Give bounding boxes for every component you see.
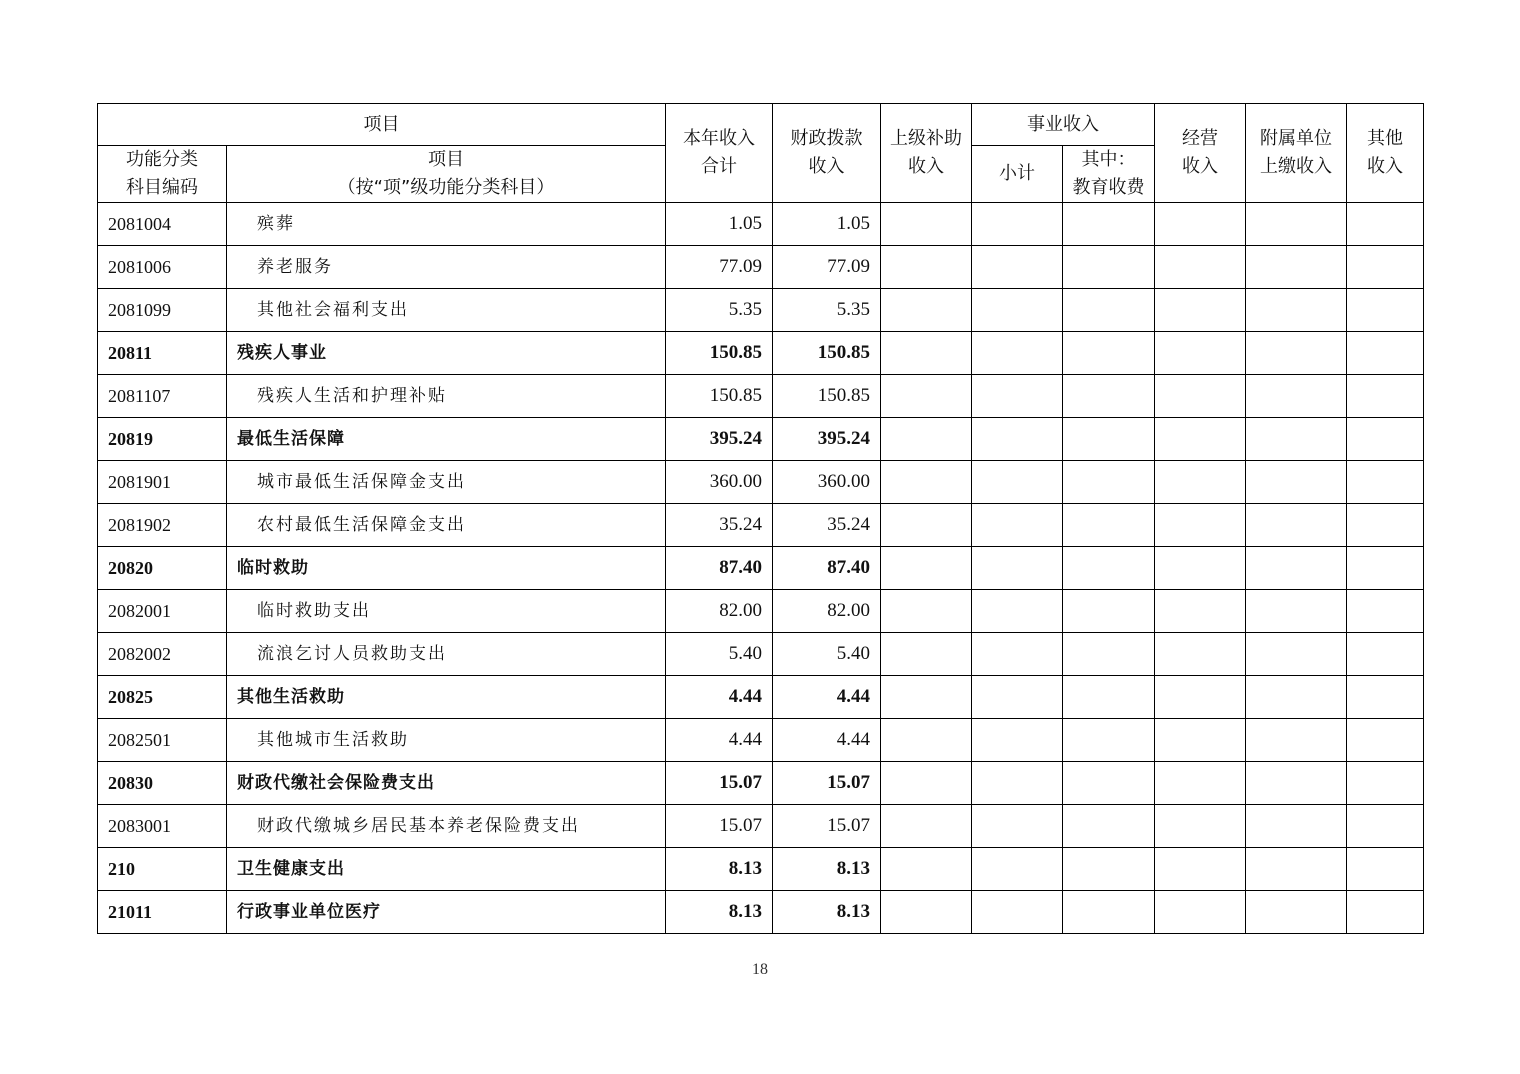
row-superior-subsidy: [881, 246, 972, 289]
row-code: 20830: [98, 762, 227, 805]
row-edu-fee: [1063, 590, 1155, 633]
row-fiscal-income: 8.13: [773, 891, 881, 934]
row-name: 其他城市生活救助: [227, 719, 666, 762]
row-fiscal-income: 4.44: [773, 676, 881, 719]
row-affiliated: [1246, 461, 1347, 504]
income-budget-table: [97, 103, 1424, 934]
row-operating: [1155, 848, 1246, 891]
row-operating: [1155, 289, 1246, 332]
row-affiliated: [1246, 891, 1347, 934]
table-row: [98, 461, 1424, 504]
row-affiliated: [1246, 676, 1347, 719]
page-number: 18: [752, 961, 768, 978]
row-superior-subsidy: [881, 805, 972, 848]
row-name: 临时救助: [227, 547, 666, 590]
row-subtotal: [972, 203, 1063, 246]
table-body: [98, 203, 1424, 934]
row-name: 城市最低生活保障金支出: [227, 461, 666, 504]
table-row: [98, 332, 1424, 375]
table-row: [98, 504, 1424, 547]
row-name: 其他社会福利支出: [227, 289, 666, 332]
row-subtotal: [972, 762, 1063, 805]
row-operating: [1155, 203, 1246, 246]
row-edu-fee: [1063, 719, 1155, 762]
row-superior-subsidy: [881, 203, 972, 246]
header-business-income: 事业收入: [972, 104, 1155, 146]
row-name: 财政代缴社会保险费支出: [227, 762, 666, 805]
row-fiscal-income: 82.00: [773, 590, 881, 633]
row-name: 养老服务: [227, 246, 666, 289]
row-name: 殡葬: [227, 203, 666, 246]
row-superior-subsidy: [881, 891, 972, 934]
row-total-income: 8.13: [666, 891, 773, 934]
row-code: 2083001: [98, 805, 227, 848]
row-superior-subsidy: [881, 418, 972, 461]
row-operating: [1155, 891, 1246, 934]
row-fiscal-income: 4.44: [773, 719, 881, 762]
row-other: [1347, 504, 1424, 547]
row-total-income: 15.07: [666, 805, 773, 848]
row-edu-fee: [1063, 461, 1155, 504]
row-edu-fee: [1063, 203, 1155, 246]
row-code: 2082001: [98, 590, 227, 633]
row-subtotal: [972, 504, 1063, 547]
row-code: 20811: [98, 332, 227, 375]
row-total-income: 150.85: [666, 332, 773, 375]
row-other: [1347, 719, 1424, 762]
row-total-income: 1.05: [666, 203, 773, 246]
row-subtotal: [972, 418, 1063, 461]
row-affiliated: [1246, 332, 1347, 375]
row-affiliated: [1246, 848, 1347, 891]
table-row: [98, 289, 1424, 332]
row-superior-subsidy: [881, 762, 972, 805]
row-subtotal: [972, 891, 1063, 934]
row-edu-fee: [1063, 891, 1155, 934]
row-total-income: 82.00: [666, 590, 773, 633]
row-fiscal-income: 8.13: [773, 848, 881, 891]
row-other: [1347, 633, 1424, 676]
row-other: [1347, 676, 1424, 719]
row-total-income: 4.44: [666, 676, 773, 719]
row-subtotal: [972, 676, 1063, 719]
row-name: 流浪乞讨人员救助支出: [227, 633, 666, 676]
row-subtotal: [972, 547, 1063, 590]
table-row: [98, 633, 1424, 676]
row-affiliated: [1246, 590, 1347, 633]
row-other: [1347, 203, 1424, 246]
row-edu-fee: [1063, 375, 1155, 418]
row-total-income: 150.85: [666, 375, 773, 418]
row-other: [1347, 590, 1424, 633]
row-code: 20819: [98, 418, 227, 461]
row-code: 2082501: [98, 719, 227, 762]
row-total-income: 4.44: [666, 719, 773, 762]
row-operating: [1155, 633, 1246, 676]
row-other: [1347, 289, 1424, 332]
table-row: [98, 805, 1424, 848]
table-row: [98, 676, 1424, 719]
row-edu-fee: [1063, 246, 1155, 289]
row-name: 农村最低生活保障金支出: [227, 504, 666, 547]
row-affiliated: [1246, 805, 1347, 848]
row-superior-subsidy: [881, 547, 972, 590]
row-other: [1347, 332, 1424, 375]
row-edu-fee: [1063, 418, 1155, 461]
row-name: 卫生健康支出: [227, 848, 666, 891]
row-fiscal-income: 77.09: [773, 246, 881, 289]
row-operating: [1155, 418, 1246, 461]
table-row: [98, 762, 1424, 805]
row-affiliated: [1246, 719, 1347, 762]
row-name: 最低生活保障: [227, 418, 666, 461]
table-row: [98, 848, 1424, 891]
row-code: 2081004: [98, 203, 227, 246]
row-operating: [1155, 719, 1246, 762]
row-superior-subsidy: [881, 590, 972, 633]
row-total-income: 77.09: [666, 246, 773, 289]
row-edu-fee: [1063, 762, 1155, 805]
row-name: 临时救助支出: [227, 590, 666, 633]
row-total-income: 87.40: [666, 547, 773, 590]
row-other: [1347, 891, 1424, 934]
row-fiscal-income: 360.00: [773, 461, 881, 504]
row-other: [1347, 375, 1424, 418]
row-fiscal-income: 150.85: [773, 332, 881, 375]
row-total-income: 15.07: [666, 762, 773, 805]
row-code: 2082002: [98, 633, 227, 676]
row-code: 20825: [98, 676, 227, 719]
row-operating: [1155, 332, 1246, 375]
header-edu-fee: 其中： 教育收费: [1063, 146, 1155, 203]
row-code: 2081006: [98, 246, 227, 289]
row-affiliated: [1246, 246, 1347, 289]
row-operating: [1155, 762, 1246, 805]
row-edu-fee: [1063, 805, 1155, 848]
row-affiliated: [1246, 418, 1347, 461]
row-other: [1347, 547, 1424, 590]
row-superior-subsidy: [881, 633, 972, 676]
row-edu-fee: [1063, 332, 1155, 375]
header-operating-income: 经营 收入: [1155, 104, 1246, 203]
row-subtotal: [972, 289, 1063, 332]
row-subtotal: [972, 461, 1063, 504]
row-subtotal: [972, 332, 1063, 375]
table-row: [98, 547, 1424, 590]
row-affiliated: [1246, 762, 1347, 805]
row-code: 210: [98, 848, 227, 891]
row-fiscal-income: 15.07: [773, 762, 881, 805]
row-superior-subsidy: [881, 289, 972, 332]
row-other: [1347, 848, 1424, 891]
row-name: 财政代缴城乡居民基本养老保险费支出: [227, 805, 666, 848]
row-other: [1347, 418, 1424, 461]
row-superior-subsidy: [881, 676, 972, 719]
row-code: 20820: [98, 547, 227, 590]
row-fiscal-income: 395.24: [773, 418, 881, 461]
table-row: [98, 246, 1424, 289]
row-affiliated: [1246, 547, 1347, 590]
row-superior-subsidy: [881, 375, 972, 418]
header-affiliated-income: 附属单位 上缴收入: [1246, 104, 1347, 203]
table-row: [98, 590, 1424, 633]
row-affiliated: [1246, 289, 1347, 332]
row-code: 2081901: [98, 461, 227, 504]
row-total-income: 395.24: [666, 418, 773, 461]
row-subtotal: [972, 633, 1063, 676]
row-total-income: 8.13: [666, 848, 773, 891]
budget-table-container: [97, 103, 1423, 934]
header-item: 项目: [98, 104, 666, 146]
row-name: 残疾人事业: [227, 332, 666, 375]
row-operating: [1155, 590, 1246, 633]
row-fiscal-income: 87.40: [773, 547, 881, 590]
header-superior-subsidy: 上级补助 收入: [881, 104, 972, 203]
row-total-income: 5.40: [666, 633, 773, 676]
row-code: 2081902: [98, 504, 227, 547]
header-fiscal-appropriation: 财政拨款 收入: [773, 104, 881, 203]
row-operating: [1155, 504, 1246, 547]
row-subtotal: [972, 375, 1063, 418]
row-subtotal: [972, 719, 1063, 762]
row-name: 行政事业单位医疗: [227, 891, 666, 934]
row-superior-subsidy: [881, 848, 972, 891]
row-fiscal-income: 15.07: [773, 805, 881, 848]
row-edu-fee: [1063, 289, 1155, 332]
table-row: [98, 375, 1424, 418]
row-superior-subsidy: [881, 719, 972, 762]
row-edu-fee: [1063, 676, 1155, 719]
header-code: 功能分类 科目编码: [98, 146, 227, 203]
row-affiliated: [1246, 504, 1347, 547]
row-total-income: 5.35: [666, 289, 773, 332]
table-header: [98, 104, 1424, 203]
row-operating: [1155, 805, 1246, 848]
row-code: 2081107: [98, 375, 227, 418]
row-other: [1347, 461, 1424, 504]
row-operating: [1155, 375, 1246, 418]
row-affiliated: [1246, 633, 1347, 676]
row-total-income: 35.24: [666, 504, 773, 547]
row-subtotal: [972, 590, 1063, 633]
row-code: 21011: [98, 891, 227, 934]
row-subtotal: [972, 848, 1063, 891]
row-total-income: 360.00: [666, 461, 773, 504]
row-fiscal-income: 1.05: [773, 203, 881, 246]
row-affiliated: [1246, 375, 1347, 418]
row-subtotal: [972, 246, 1063, 289]
header-name: 项目 （按“项”级功能分类科目）: [227, 146, 666, 203]
header-total-income: 本年收入 合计: [666, 104, 773, 203]
row-superior-subsidy: [881, 504, 972, 547]
table-row: [98, 418, 1424, 461]
row-other: [1347, 246, 1424, 289]
row-edu-fee: [1063, 547, 1155, 590]
table-row: [98, 891, 1424, 934]
row-superior-subsidy: [881, 332, 972, 375]
row-code: 2081099: [98, 289, 227, 332]
row-subtotal: [972, 805, 1063, 848]
row-other: [1347, 805, 1424, 848]
row-name: 残疾人生活和护理补贴: [227, 375, 666, 418]
row-operating: [1155, 461, 1246, 504]
row-affiliated: [1246, 203, 1347, 246]
header-subtotal: 小计: [972, 146, 1063, 203]
table-row: [98, 719, 1424, 762]
row-edu-fee: [1063, 848, 1155, 891]
header-other-income: 其他 收入: [1347, 104, 1424, 203]
row-other: [1347, 762, 1424, 805]
row-fiscal-income: 5.35: [773, 289, 881, 332]
row-edu-fee: [1063, 504, 1155, 547]
row-operating: [1155, 246, 1246, 289]
row-fiscal-income: 5.40: [773, 633, 881, 676]
table-row: [98, 203, 1424, 246]
row-operating: [1155, 676, 1246, 719]
row-name: 其他生活救助: [227, 676, 666, 719]
row-edu-fee: [1063, 633, 1155, 676]
row-operating: [1155, 547, 1246, 590]
row-superior-subsidy: [881, 461, 972, 504]
row-fiscal-income: 150.85: [773, 375, 881, 418]
row-fiscal-income: 35.24: [773, 504, 881, 547]
